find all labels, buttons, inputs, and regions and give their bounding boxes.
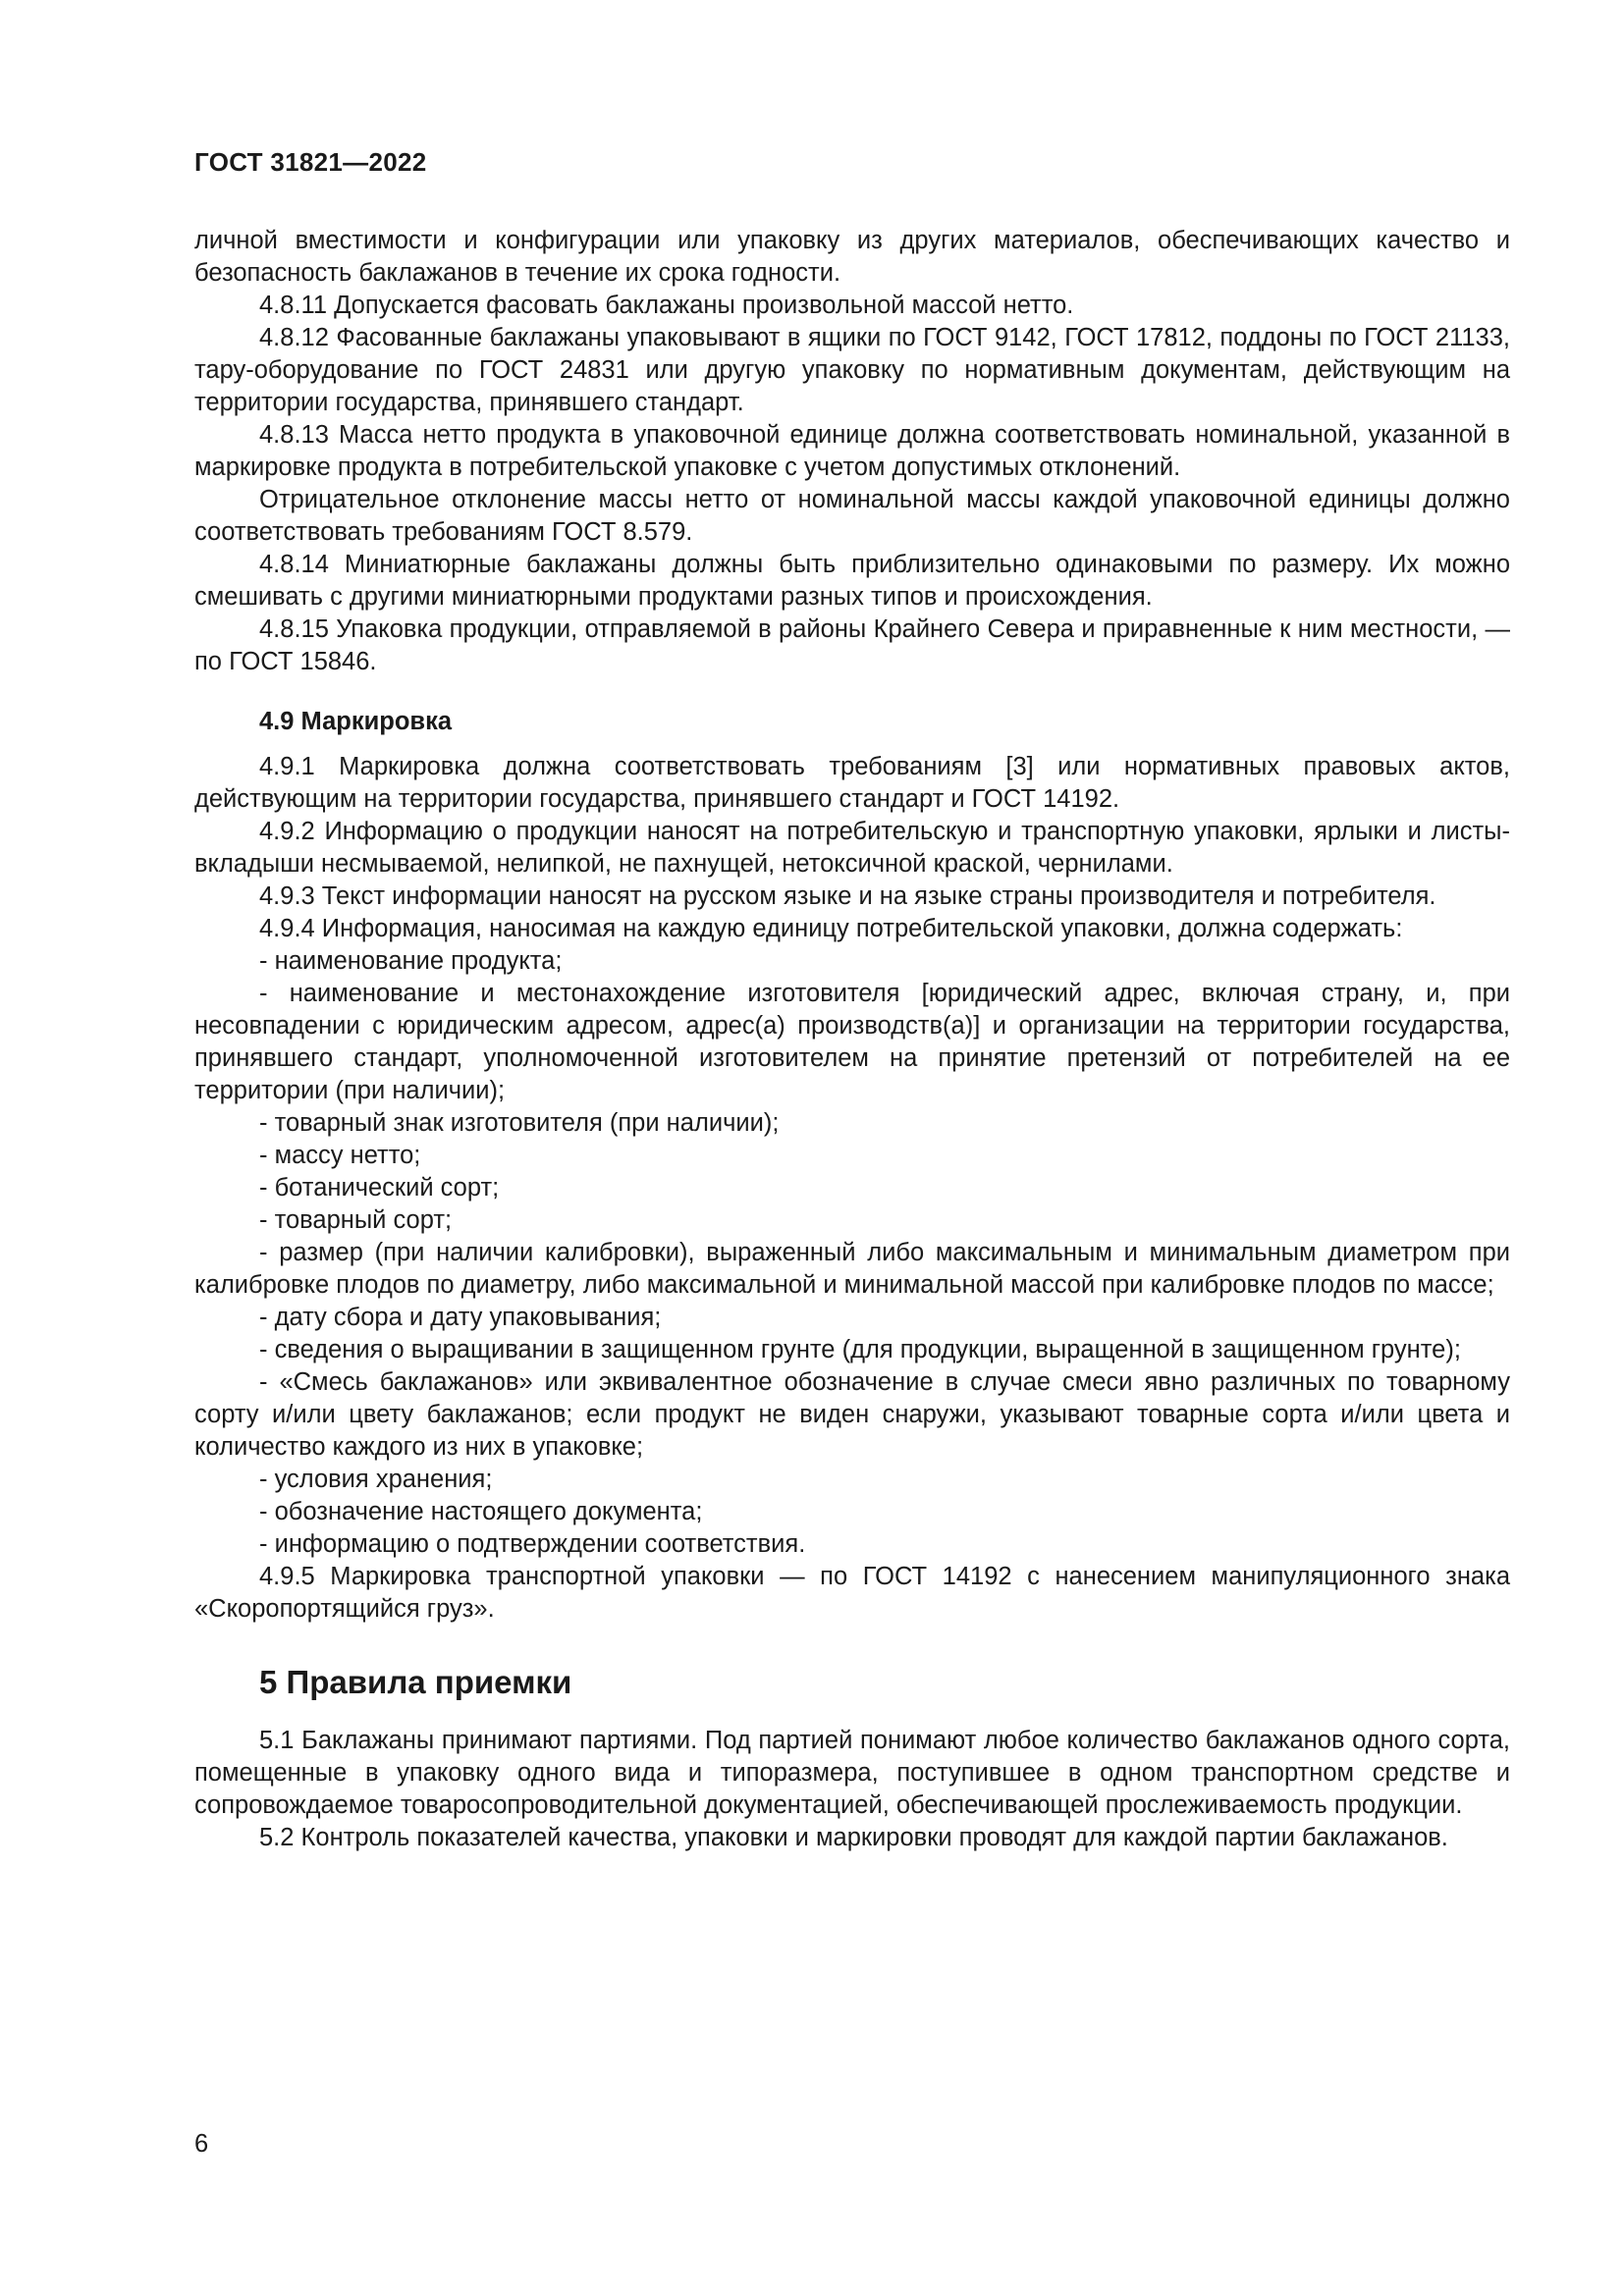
list-item: - наименование и местонахождение изготовителя [юридический адрес, включая страну, и, при несовпадении с юридическим адресом, адрес(а) производств(а)] и организации на территории государства, принявшего стандарт, уполномоченной изготовителем на принятие претензий от потребителей на ее территории (при наличии); [194,980,1510,1104]
paragraph-5-1: 5.1 Баклажаны принимают партиями. Под партией понимают любое количество баклажанов одного сорта, помещенные в упаковку одного вида и типоразмера, поступившее в одном транспортном средстве и сопровождаемое товаросопроводительной документацией, обеспечивающей прослеживаемость продукции. [194,1727,1510,1819]
paragraph-4-8-11: 4.8.11 Допускается фасовать баклажаны произвольной массой нетто. [259,292,1074,319]
document-body [194,225,1510,1854]
paragraph-4-9-1: 4.9.1 Маркировка должна соответствовать требованиям [3] или нормативных правовых актов, действующим на территории государства, принявшего стандарт и ГОСТ 14192. [194,753,1510,813]
document-id-header: ГОСТ 31821—2022 [194,147,427,177]
paragraph-4-8-13: 4.8.13 Масса нетто продукта в упаковочной единице должна соответствовать номинальной, указанной в маркировке продукта в потребительской упаковке с учетом допустимых отклонений. [194,421,1510,481]
list-item: - обозначение настоящего документа; [259,1498,703,1525]
list-item: - «Смесь баклажанов» или эквивалентное обозначение в случае смеси явно различных по товарному сорту и/или цвету баклажанов; если продукт не виден снаружи, указывают товарные сорта и/или цвета и количество каждого из них в упаковке; [194,1368,1510,1461]
paragraph-4-9-2: 4.9.2 Информацию о продукции наносят на потребительскую и транспортную упаковки, ярлыки и листы-вкладыши несмываемой, нелипкой, не пахнущей, нетоксичной краской, чернилами. [194,818,1510,878]
paragraph-5-2: 5.2 Контроль показателей качества, упаковки и маркировки проводят для каждой партии баклажанов. [259,1824,1448,1851]
paragraph-4-9-5: 4.9.5 Маркировка транспортной упаковки — по ГОСТ 14192 с нанесением манипуляционного знака «Скоропортящийся груз». [194,1563,1510,1623]
paragraph-4-8-15: 4.8.15 Упаковка продукции, отправляемой в районы Крайнего Севера и приравненные к ним местности, — по ГОСТ 15846. [194,615,1510,675]
list-item: - массу нетто; [259,1142,421,1169]
paragraph-continuation: личной вместимости и конфигурации или упаковку из других материалов, обеспечивающих качество и безопасность баклажанов в течение их срока годности. [194,227,1510,287]
list-item: - дату сбора и дату упаковывания; [259,1304,662,1331]
list-item: - условия хранения; [259,1466,493,1493]
list-item: - ботанический сорт; [259,1174,500,1201]
page-number: 6 [194,2130,209,2158]
paragraph-4-8-14: 4.8.14 Миниатюрные баклажаны должны быть приблизительно одинаковыми по размеру. Их можно смешивать с другими миниатюрными продуктами разных типов и происхождения. [194,551,1510,611]
list-item: - размер (при наличии калибровки), выраженный либо максимальным и минимальным диаметром при калибровке плодов по диаметру, либо максимальной и минимальной массой при калибровке плодов по массе; [194,1239,1510,1299]
paragraph-4-9-4: 4.9.4 Информация, наносимая на каждую единицу потребительской упаковки, должна содержать: [259,915,1403,942]
subsection-heading-marking: 4.9 Маркировка [259,708,453,735]
list-item: - наименование продукта; [259,947,563,975]
section-heading-acceptance-rules: 5 Правила приемки [259,1664,572,1700]
list-item: - сведения о выращивании в защищенном грунте (для продукции, выращенной в защищенном грунте); [259,1336,1461,1363]
list-item: - товарный сорт; [259,1206,453,1234]
paragraph-4-9-3: 4.9.3 Текст информации наносят на русском языке и на языке страны производителя и потребителя. [259,882,1436,910]
paragraph-4-8-12: 4.8.12 Фасованные баклажаны упаковывают в ящики по ГОСТ 9142, ГОСТ 17812, поддоны по ГОСТ 21133, тару-оборудование по ГОСТ 24831 или другую упаковку по нормативным документам, действующим на территории государства, принявшего стандарт. [194,324,1510,416]
paragraph-4-8-13-deviation: Отрицательное отклонение массы нетто от номинальной массы каждой упаковочной единицы должно соответствовать требованиям ГОСТ 8.579. [194,486,1510,546]
list-item: - товарный знак изготовителя (при наличии); [259,1109,780,1137]
list-item: - информацию о подтверждении соответствия. [259,1530,806,1558]
